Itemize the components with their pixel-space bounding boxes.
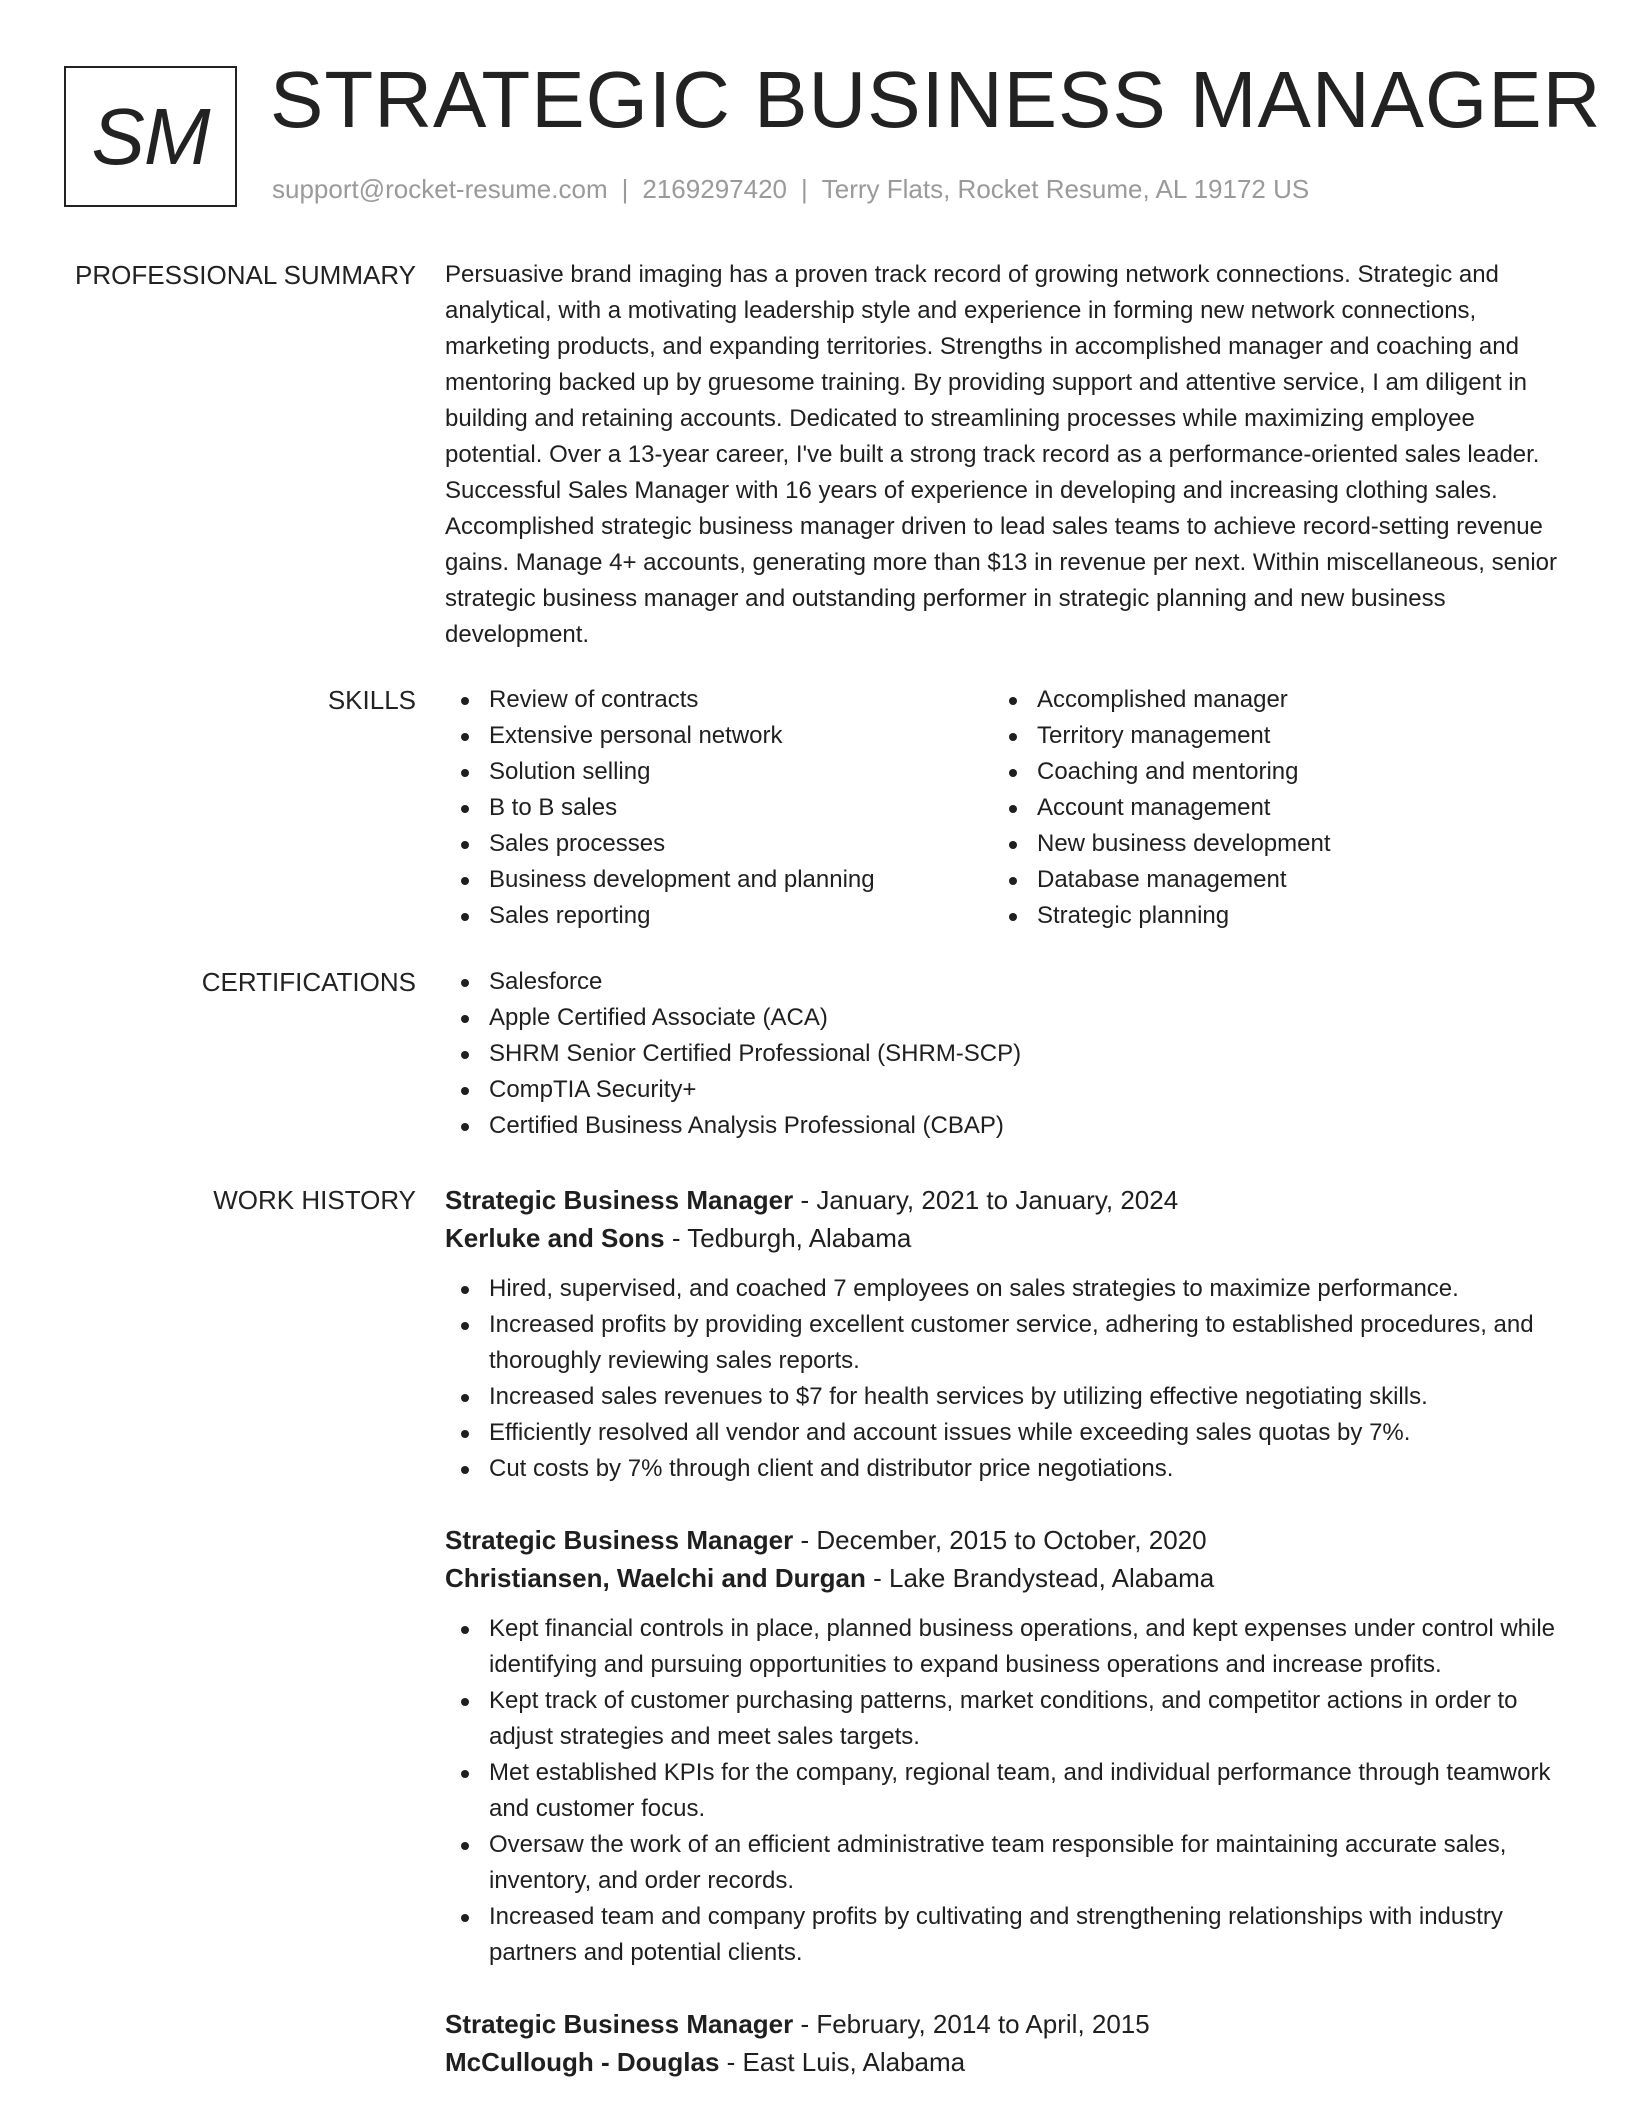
- summary-text: Persuasive brand imaging has a proven track record of growing network connections. Strategic and analytical, with a motivating leadership style and experience in forming new network connections, marketing products, and expanding territories. Strengths in accomplished manager and coaching and mentoring backed up by gruesome training. By providing support and attentive service, I am diligent in building and retaining accounts. Dedicated to streamlining processes while maximizing employee potential. Over a 13-year career, I've built a strong track record as a performance-oriented sales leader. Successful Sales Manager with 16 years of experience in developing and increasing clothing sales. Accomplished strategic business manager driven to lead sales teams to achieve record-setting revenue gains. Manage 4+ accounts, generating more than $13 in revenue per next. Within miscellaneous, senior strategic business manager and outstanding performer in strategic planning and new business development.: [445, 261, 1557, 648]
- skill-item: Sales processes: [445, 826, 993, 862]
- job-title-line: [445, 2005, 1567, 2043]
- job-dates: - February, 2014 to April, 2015: [793, 2009, 1150, 2039]
- skill-item: Strategic planning: [993, 898, 1541, 934]
- contact-separator: |: [621, 174, 629, 204]
- job-bullet: Oversaw the work of an efficient administrative team responsible for maintaining accurate sales, inventory, and order records.: [445, 1827, 1567, 1899]
- job-bullet: Cut costs by 7% through client and distributor price negotiations.: [445, 1451, 1567, 1487]
- job-bullet: Increased team and company profits by cultivating and strengthening relationships with industry partners and potential clients.: [445, 1899, 1567, 1971]
- job-bullet: Kept track of customer purchasing patterns, market conditions, and competitor actions in order to adjust strategies and meet sales targets.: [445, 1683, 1567, 1755]
- job-entry: [445, 1181, 1567, 1487]
- job-location: - East Luis, Alabama: [719, 2047, 966, 2077]
- job-title: Strategic Business Manager: [445, 2009, 794, 2039]
- certifications-list: [445, 964, 1567, 1144]
- contact-separator: |: [801, 174, 808, 204]
- skill-item: Accomplished manager: [993, 682, 1541, 718]
- skill-item: Sales reporting: [445, 898, 993, 934]
- certification-item: Salesforce: [445, 964, 1567, 1000]
- job-bullet: Kept financial controls in place, planned business operations, and kept expenses under control while identifying and pursuing opportunities to expand business operations and increase profits.: [445, 1611, 1567, 1683]
- job-company-line: [445, 1219, 1567, 1257]
- skill-item: Business development and planning: [445, 862, 993, 898]
- contact-phone[interactable]: 2169297420: [642, 174, 787, 204]
- skill-item: Account management: [993, 790, 1541, 826]
- job-entry: [445, 2005, 1567, 2081]
- job-title-line: [445, 1521, 1567, 1559]
- skill-item: Territory management: [993, 718, 1541, 754]
- skill-item: Solution selling: [445, 754, 993, 790]
- certifications-section: [445, 964, 1567, 1144]
- skill-item: Extensive personal network: [445, 718, 993, 754]
- job-bullet: Efficiently resolved all vendor and account issues while exceeding sales quotas by 7%.: [445, 1415, 1567, 1451]
- skill-item: Database management: [993, 862, 1541, 898]
- job-entry: [445, 1521, 1567, 1971]
- job-bullet: Hired, supervised, and coached 7 employees on sales strategies to maximize performance.: [445, 1271, 1567, 1307]
- section-label-work-history: WORK HISTORY: [213, 1185, 416, 1215]
- job-company: McCullough - Douglas: [445, 2047, 720, 2077]
- section-label-summary: PROFESSIONAL SUMMARY: [75, 260, 416, 290]
- job-location: - Tedburgh, Alabama: [664, 1223, 912, 1253]
- work-history-section: [445, 1181, 1567, 2115]
- skill-item: New business development: [993, 826, 1541, 862]
- job-company: Christiansen, Waelchi and Durgan: [445, 1563, 866, 1593]
- skill-item: Coaching and mentoring: [993, 754, 1541, 790]
- certification-item: Apple Certified Associate (ACA): [445, 1000, 1567, 1036]
- job-title: Strategic Business Manager: [445, 1525, 794, 1555]
- job-bullet: Increased profits by providing excellent customer service, adhering to established procedures, and thoroughly reviewing sales reports.: [445, 1307, 1567, 1379]
- contact-email[interactable]: support@rocket-resume.com: [272, 174, 608, 204]
- contact-address: Terry Flats, Rocket Resume, AL 19172 US: [821, 174, 1310, 204]
- job-bullets: [445, 1611, 1567, 1971]
- certification-item: SHRM Senior Certified Professional (SHRM-SCP): [445, 1036, 1567, 1072]
- skill-item: B to B sales: [445, 790, 993, 826]
- job-location: - Lake Brandystead, Alabama: [865, 1563, 1215, 1593]
- job-company-line: [445, 2043, 1567, 2081]
- job-bullets: [445, 1271, 1567, 1487]
- skill-item: Review of contracts: [445, 682, 993, 718]
- job-dates: - December, 2015 to October, 2020: [793, 1525, 1207, 1555]
- certification-item: Certified Business Analysis Professional (CBAP): [445, 1108, 1567, 1144]
- job-dates: - January, 2021 to January, 2024: [793, 1185, 1179, 1215]
- section-label-skills: SKILLS: [327, 685, 416, 715]
- job-bullet: Increased sales revenues to $7 for health services by utilizing effective negotiating skills.: [445, 1379, 1567, 1415]
- skills-list-left: [445, 682, 993, 934]
- job-title: Strategic Business Manager: [445, 1185, 794, 1215]
- skills-section: [445, 682, 1567, 934]
- resume-title: STRATEGIC BUSINESS MANAGER: [270, 55, 1602, 144]
- summary-section: [445, 257, 1567, 653]
- monogram-badge: SM: [64, 66, 237, 207]
- section-label-certifications: CERTIFICATIONS: [201, 967, 416, 997]
- job-company: Kerluke and Sons: [445, 1223, 665, 1253]
- contact-line: [272, 174, 1309, 205]
- skills-list-right: [993, 682, 1541, 934]
- job-company-line: [445, 1559, 1567, 1597]
- job-title-line: [445, 1181, 1567, 1219]
- certification-item: CompTIA Security+: [445, 1072, 1567, 1108]
- job-bullet: Met established KPIs for the company, regional team, and individual performance through teamwork and customer focus.: [445, 1755, 1567, 1827]
